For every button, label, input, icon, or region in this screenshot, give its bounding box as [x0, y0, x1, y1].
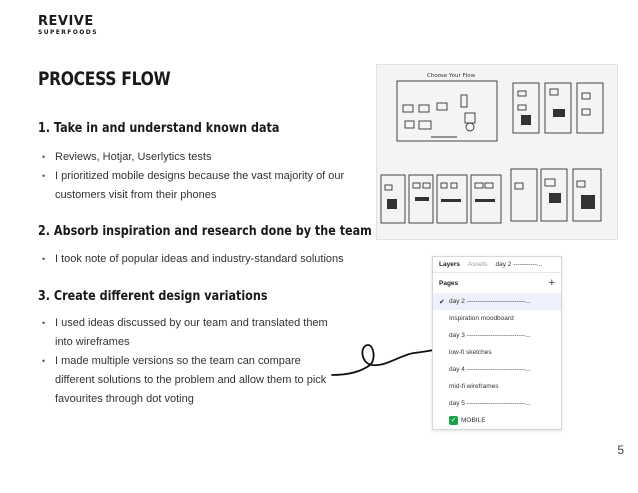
bullet-text: I made multiple versions so the team can compare different solutions to the problem and allow them to pick favourites through dot voting	[55, 355, 327, 405]
page-name: low-fi sketches	[449, 349, 492, 356]
bullet-dot: •	[42, 356, 46, 366]
panel-tabs	[433, 257, 561, 273]
page-number: 5	[617, 443, 624, 457]
layers-panel	[432, 256, 562, 430]
page-name: day 3 ---------------------------...	[449, 332, 531, 339]
section-heading-1: 1. Take in and understand known data	[38, 121, 280, 136]
sketch-label: Choose Your Flow	[427, 73, 476, 79]
checkmark-icon: ✔	[439, 298, 445, 306]
plus-icon[interactable]: +	[548, 277, 555, 289]
page-name: MOBILE	[461, 417, 486, 424]
bullet-text: I took note of popular ideas and industry-standard solutions	[55, 253, 344, 265]
page-item[interactable]	[433, 361, 561, 378]
page-title: PROCESS FLOW	[38, 68, 171, 90]
bullet-dot: •	[42, 152, 46, 162]
brand-logo	[38, 15, 98, 37]
page-name: Inspiration moodboard	[449, 315, 514, 322]
bullet-text: Reviews, Hotjar, Userlytics tests	[55, 151, 212, 163]
page-name: day 4 ---------------------------...	[449, 366, 531, 373]
section-heading-3: 3. Create different design variations	[38, 289, 268, 304]
page-item[interactable]	[433, 327, 561, 344]
pages-label: Pages	[439, 279, 459, 287]
green-check-badge-icon: ✓	[450, 417, 457, 424]
page-name: day 5 ---------------------------...	[449, 400, 531, 407]
bullet-dot: •	[42, 318, 46, 328]
bullet-dot: •	[42, 171, 46, 181]
brand-tagline: SUPERFOODS	[38, 29, 98, 36]
page-item[interactable]	[433, 378, 561, 395]
page-name: mid-fi wireframes	[449, 383, 499, 390]
tab-layers[interactable]: Layers	[439, 261, 460, 268]
squiggle-arrow-icon	[330, 335, 440, 385]
bullet-text: I used ideas discussed by our team and translated them into wireframes	[55, 317, 328, 348]
wireframe-sketch-photo	[376, 64, 618, 240]
page-item[interactable]	[433, 395, 561, 412]
bullet-dot: •	[42, 254, 46, 264]
brand-name: REVIVE	[38, 14, 94, 29]
page-name: day 2 ---------------------------...	[449, 298, 531, 305]
page-item[interactable]	[433, 310, 561, 327]
sketch-drawing	[377, 65, 618, 240]
tab-current-page[interactable]: day 2 -----------...	[495, 261, 543, 268]
page-item[interactable]	[433, 344, 561, 361]
bullet-text: I prioritized mobile designs because the vast majority of our customers visit from their phones	[55, 170, 345, 201]
page-item[interactable]	[433, 293, 561, 310]
tab-assets[interactable]: Assets	[467, 261, 488, 268]
page-item[interactable]	[433, 412, 561, 429]
section-heading-2: 2. Absorb inspiration and research done by the team	[38, 224, 372, 239]
pages-header	[433, 273, 561, 293]
